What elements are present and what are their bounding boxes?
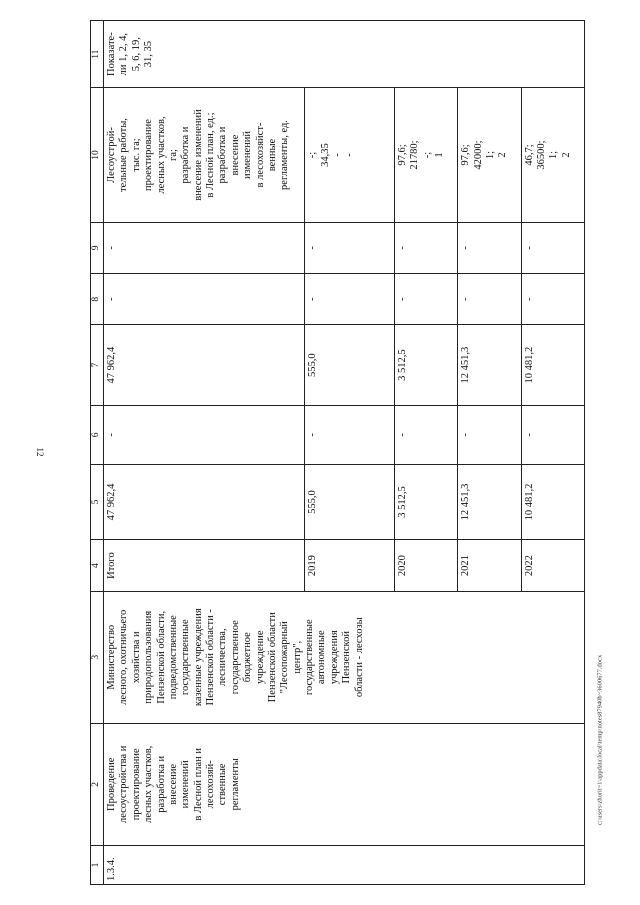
value-cell: - [305, 274, 395, 325]
period-cell: Итого [104, 540, 305, 591]
total-value: 3 512,5 [394, 464, 457, 540]
table-header-row [91, 21, 104, 885]
value-cell: - [394, 274, 457, 325]
header-cell: 2 [91, 723, 104, 845]
indicator-reference: Показате- ли 1, 2, 4, 5, 6, 19, 31, 35 [104, 21, 585, 88]
value-cell: - [305, 222, 395, 273]
value-cell: - [521, 222, 584, 273]
item-number: 1.3.4. [104, 845, 585, 884]
indicator-values: 46,7; 36500; 1; 2 [521, 88, 584, 222]
value-cell: - [521, 406, 584, 465]
period-cell: 2022 [521, 540, 584, 591]
period-cell: 2020 [394, 540, 457, 591]
header-cell: 6 [91, 406, 104, 465]
indicator-values: 97,6; 42000; 1; 2 [458, 88, 521, 222]
value-cell: 47 962,4 [104, 325, 305, 406]
value-cell: 10 481,2 [521, 325, 584, 406]
value-cell: - [104, 222, 305, 273]
activity-name: Проведение лесоустройства и проектирование лесных участков, разработка и внесение изменений в Лесной план и лесохозяй- ственные регламенты [104, 723, 585, 845]
value-cell: 555,0 [305, 325, 395, 406]
header-cell: 3 [91, 591, 104, 723]
file-path-footer: c:\users\zhorit~1\appdata\local\temp\notes87940b~3600677.docx [596, 654, 604, 826]
value-cell: - [394, 406, 457, 465]
header-cell: 8 [91, 274, 104, 325]
period-cell: 2019 [305, 540, 395, 591]
header-cell: 10 [91, 88, 104, 222]
total-value: 555,0 [305, 464, 395, 540]
value-cell: 12 451,3 [458, 325, 521, 406]
total-value: 47 962,4 [104, 464, 305, 540]
header-cell: 4 [91, 540, 104, 591]
page-number: 12 [35, 447, 45, 457]
value-cell: 3 512,5 [394, 325, 457, 406]
value-cell: - [104, 406, 305, 465]
period-cell: 2021 [458, 540, 521, 591]
value-cell: - [458, 222, 521, 273]
header-cell: 9 [91, 222, 104, 273]
header-cell: 1 [91, 845, 104, 884]
indicator-values: 97,6; 21780; -; 1 [394, 88, 457, 222]
table-row [104, 21, 305, 885]
value-cell: - [305, 406, 395, 465]
table-area [90, 20, 585, 885]
activity-table [90, 20, 585, 885]
value-cell: - [521, 274, 584, 325]
total-value: 12 451,3 [458, 464, 521, 540]
value-cell: - [458, 406, 521, 465]
value-cell: - [394, 222, 457, 273]
header-cell: 11 [91, 21, 104, 88]
header-cell: 5 [91, 464, 104, 540]
responsible-executor: Министерство лесного, охотничьего хозяйства и природопользования Пензенской области, подведомственные государственные казенные учреждения Пензенской области - лесничества, государственное бюджетное учреждение Пензенской области "Лесопожарный центр", государственные автономные учреждения Пензенской области - лесхозы [104, 591, 585, 723]
value-cell: - [458, 274, 521, 325]
indicator-values: -; 34,35 - - [305, 88, 395, 222]
value-cell: - [104, 274, 305, 325]
total-value: 10 481,2 [521, 464, 584, 540]
header-cell: 7 [91, 325, 104, 406]
indicator-description: Лесоустрой- тельные работы, тыс. га; проектирование лесных участков, га; разработка и внесение изменений в Лесной план, ед.; разработка и внесение изменений в лесохозяйст- венные регламенты, ед. [104, 88, 305, 222]
